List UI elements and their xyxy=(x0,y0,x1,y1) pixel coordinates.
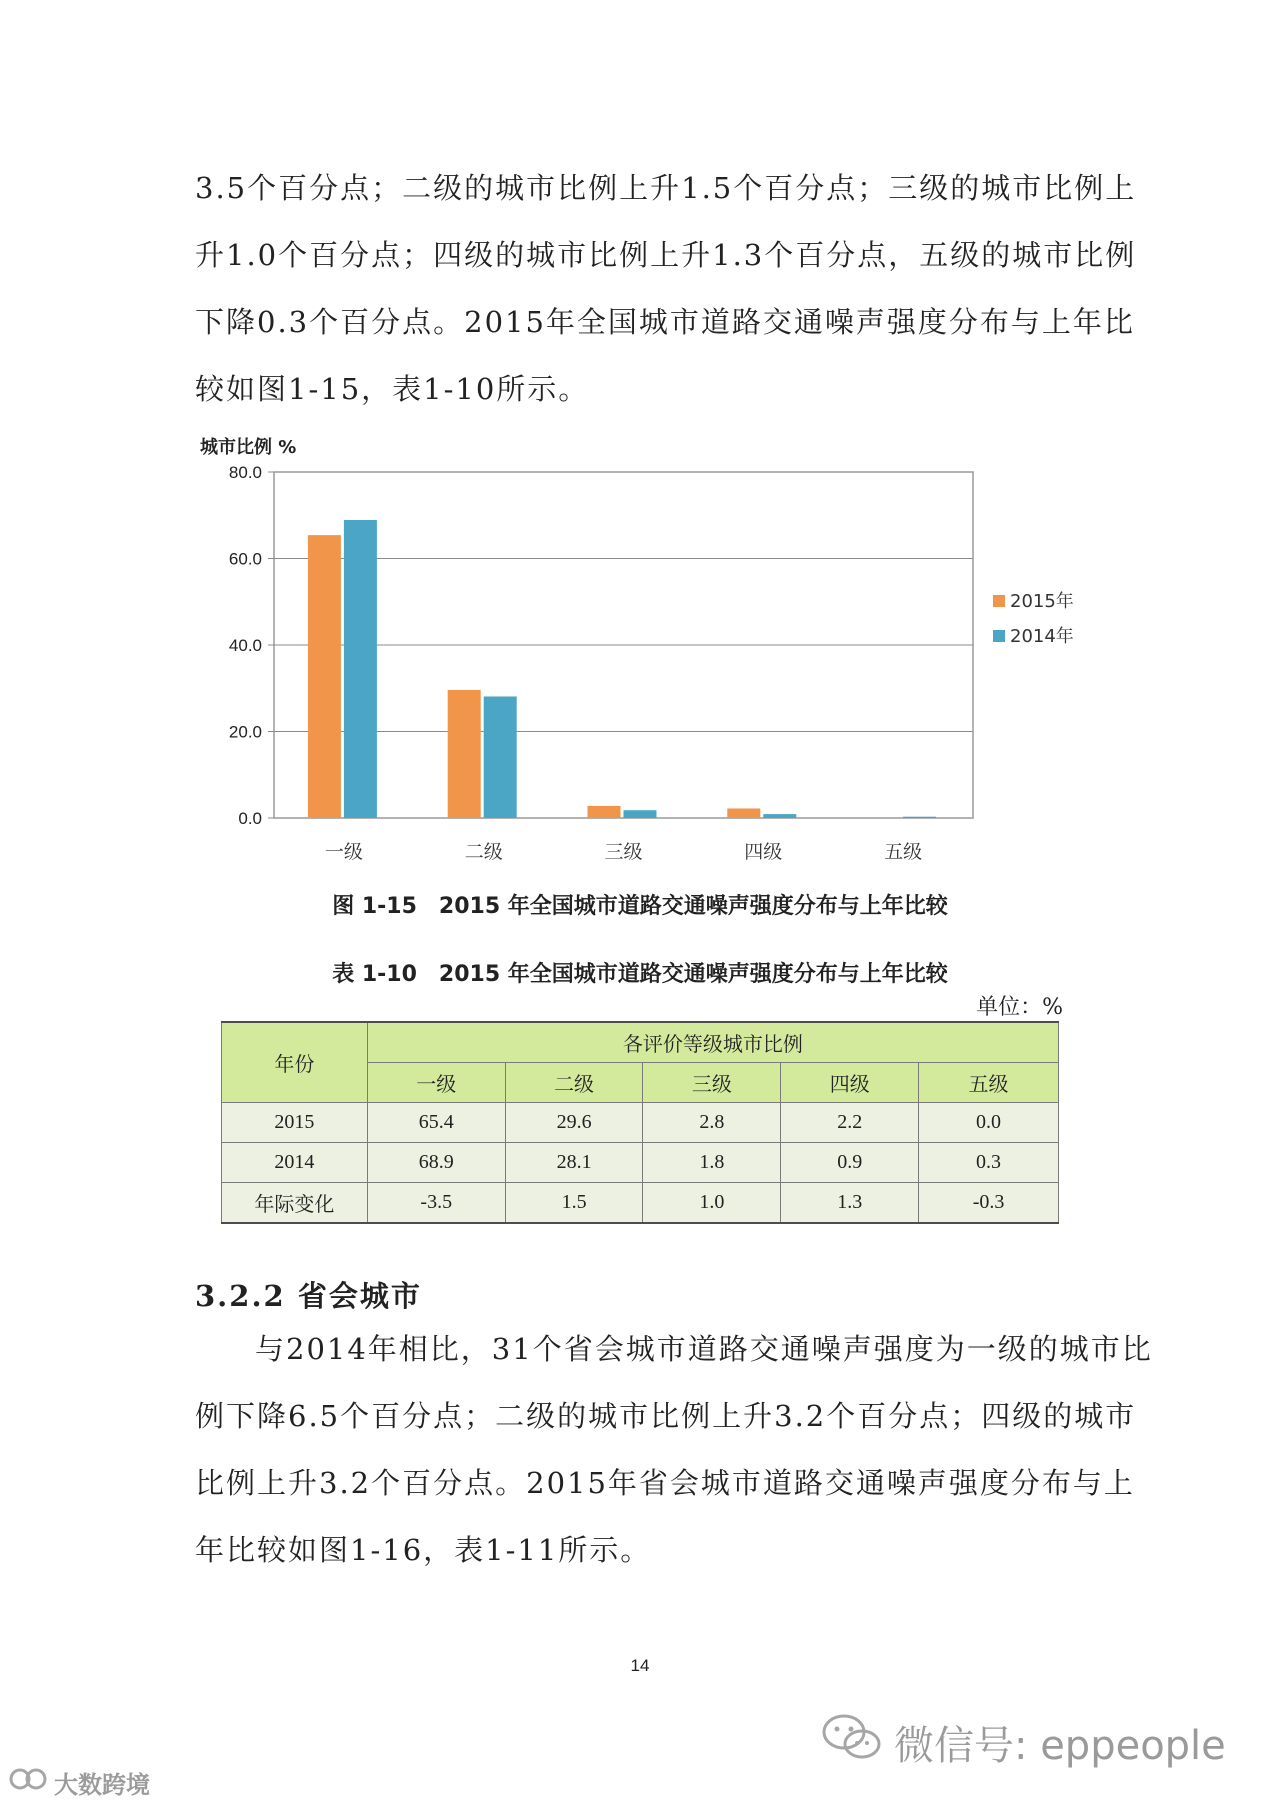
table-cell: 1.5 xyxy=(505,1183,643,1224)
watermark-left xyxy=(8,1762,150,1802)
y-tick-label: 60.0 xyxy=(228,549,262,569)
dashu-logo-icon xyxy=(8,1764,48,1800)
bar-2014年-三级 xyxy=(624,810,657,818)
x-tick-label: 五级 xyxy=(884,841,923,863)
bar-chart-svg xyxy=(190,425,1110,885)
y-tick-label: 20.0 xyxy=(228,722,262,742)
bar-chart xyxy=(190,425,1110,885)
bar-2015年-一级 xyxy=(308,535,341,818)
legend-swatch xyxy=(993,630,1005,642)
bar-2015年-三级 xyxy=(588,806,621,818)
table-cell: 0.9 xyxy=(781,1143,919,1183)
intro-paragraph xyxy=(195,155,1137,423)
watermark-right-text: 微信号: eppeople xyxy=(894,1722,1226,1769)
y-tick-label: 80.0 xyxy=(228,463,262,482)
x-tick-label: 三级 xyxy=(604,841,643,863)
year-header: 年份 xyxy=(222,1022,368,1103)
bar-2014年-五级 xyxy=(903,817,936,818)
table-cell: 0.3 xyxy=(919,1143,1059,1183)
table-cell: 28.1 xyxy=(505,1143,643,1183)
bar-2014年-二级 xyxy=(484,696,517,818)
table-row xyxy=(222,1183,1059,1224)
table-cell: 68.9 xyxy=(367,1143,505,1183)
text-line: 比例上升3.2个百分点。2015年省会城市道路交通噪声强度分布与上 xyxy=(195,1466,1135,1500)
table-cell: 2.2 xyxy=(781,1103,919,1143)
watermark-left-text: 大数跨境 xyxy=(54,1770,150,1799)
group-header: 各评价等级城市比例 xyxy=(367,1022,1058,1063)
bar-2014年-四级 xyxy=(763,814,796,818)
y-tick-label: 40.0 xyxy=(228,636,262,655)
page-number: 14 xyxy=(630,1656,650,1675)
text-line: 例下降6.5个百分点；二级的城市比例上升3.2个百分点；四级的城市 xyxy=(195,1399,1137,1433)
bar-2014年-一级 xyxy=(344,520,377,818)
y-tick-label: 0.0 xyxy=(238,809,262,828)
grade-header: 二级 xyxy=(505,1063,643,1103)
table-unit: 单位：% xyxy=(976,995,1063,1020)
table-header-row xyxy=(222,1022,1059,1063)
table-cell: 2.8 xyxy=(643,1103,781,1143)
section-paragraph xyxy=(195,1316,1153,1584)
row-label: 2015 xyxy=(222,1103,368,1143)
legend-label: 2014年 xyxy=(1010,626,1074,647)
grade-header: 三级 xyxy=(643,1063,781,1103)
table-cell: 1.3 xyxy=(781,1183,919,1224)
wechat-icon xyxy=(820,1712,884,1772)
table-cell: -3.5 xyxy=(367,1183,505,1224)
table-cell: 0.0 xyxy=(919,1103,1059,1143)
text-line: 3.5个百分点；二级的城市比例上升1.5个百分点；三级的城市比例上 xyxy=(195,171,1137,205)
watermark-right xyxy=(820,1712,1226,1772)
table-cell: 1.8 xyxy=(643,1143,781,1183)
y-axis-label: 城市比例 % xyxy=(200,437,297,458)
section-title: 3.2.2 省会城市 xyxy=(195,1279,422,1313)
figure-caption: 图 1-15 2015 年全国城市道路交通噪声强度分布与上年比较 xyxy=(332,894,948,919)
text-line: 年比较如图1-16，表1-11所示。 xyxy=(195,1533,652,1567)
table-cell: 29.6 xyxy=(505,1103,643,1143)
x-tick-label: 一级 xyxy=(324,841,363,863)
row-label: 2014 xyxy=(222,1143,368,1183)
table-row xyxy=(222,1103,1059,1143)
table-cell: 65.4 xyxy=(367,1103,505,1143)
table-cell: 1.0 xyxy=(643,1183,781,1224)
grade-header: 五级 xyxy=(919,1063,1059,1103)
legend-swatch xyxy=(993,595,1005,607)
table-caption: 表 1-10 2015 年全国城市道路交通噪声强度分布与上年比较 xyxy=(332,962,948,987)
text-line: 与2014年相比，31个省会城市道路交通噪声强度为一级的城市比 xyxy=(255,1332,1153,1366)
x-tick-label: 四级 xyxy=(744,841,783,863)
bar-2015年-四级 xyxy=(727,808,760,818)
legend-label: 2015年 xyxy=(1010,591,1074,612)
x-tick-label: 二级 xyxy=(464,841,503,863)
text-line: 较如图1-15，表1-10所示。 xyxy=(195,372,590,406)
grade-header: 一级 xyxy=(367,1063,505,1103)
text-line: 升1.0个百分点；四级的城市比例上升1.3个百分点，五级的城市比例 xyxy=(195,238,1137,272)
data-table xyxy=(221,1021,1059,1224)
text-line: 下降0.3个百分点。2015年全国城市道路交通噪声强度分布与上年比 xyxy=(195,305,1135,339)
row-label: 年际变化 xyxy=(222,1183,368,1224)
table-row xyxy=(222,1143,1059,1183)
bar-2015年-二级 xyxy=(448,690,481,818)
grade-header: 四级 xyxy=(781,1063,919,1103)
table-cell: -0.3 xyxy=(919,1183,1059,1224)
